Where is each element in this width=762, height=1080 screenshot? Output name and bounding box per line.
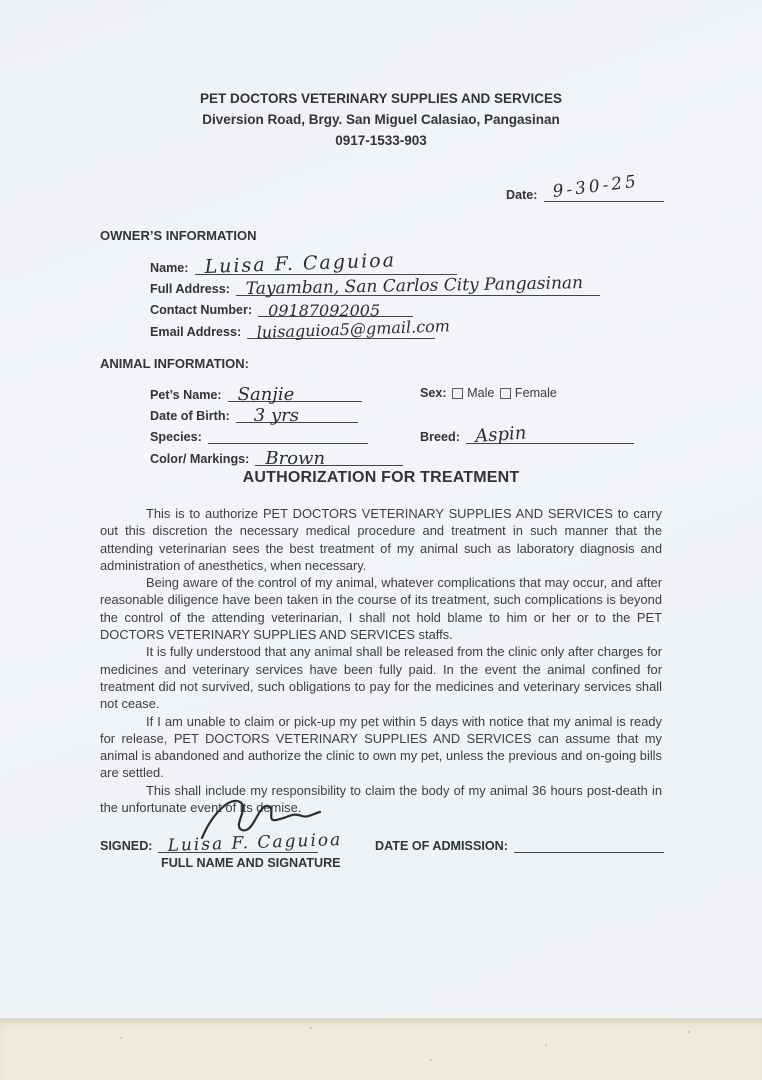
breed-label: Breed:	[420, 430, 460, 444]
breed-value-handwritten: Aspin	[474, 422, 527, 447]
species-line	[208, 426, 368, 444]
owner-address-line	[236, 273, 600, 299]
date-value-handwritten: 9-30-25	[551, 171, 640, 202]
sex-label: Sex:	[420, 386, 447, 400]
color-markings-value-handwritten: Brown	[265, 448, 326, 469]
male-option-label: Male	[467, 386, 495, 400]
dob-label: Date of Birth:	[150, 409, 230, 423]
species-field	[150, 426, 368, 444]
dob-line	[236, 405, 358, 426]
owner-address-value-handwritten: Tayamban, San Carlos City Pangasinan	[245, 273, 584, 299]
clinic-name: PET DOCTORS VETERINARY SUPPLIES AND SERVICES	[199, 91, 563, 106]
owner-name-line	[195, 249, 457, 278]
color-markings-field	[150, 448, 403, 469]
owner-contact-field	[150, 299, 413, 320]
pet-name-field	[150, 384, 362, 405]
authorization-title: AUTHORIZATION FOR TREATMENT	[242, 469, 520, 486]
female-checkbox	[500, 388, 511, 399]
date-label: Date:	[506, 188, 538, 202]
owner-email-field	[150, 316, 451, 342]
admission-date-line	[514, 835, 664, 853]
color-markings-line	[255, 448, 403, 469]
female-option-label: Female	[514, 386, 557, 400]
dob-value-handwritten: 3 yrs	[253, 405, 299, 426]
authorization-paragraph: This is to authorize PET DOCTORS VETERINARY SUPPLIES AND SERVICES to carry out this discretion the necessary medical procedure and treatment in such manner that the attending veterinarian sees the best treatment of my animal such as laboratory diagnosis and administration of anesthetics, when necessary.	[100, 506, 662, 573]
owner-section-title: OWNER’S INFORMATION	[100, 228, 257, 243]
clinic-address: Diversion Road, Brgy. San Miguel Calasiao, Pangasinan	[202, 112, 560, 127]
dob-field	[150, 405, 358, 426]
owner-email-line	[247, 316, 451, 342]
authorization-paragraph: This shall include my responsibility to claim the body of my animal 36 hours post-death in the unfortunate event of its demise.	[100, 782, 662, 816]
owner-address-field	[150, 273, 600, 299]
breed-field	[420, 422, 634, 447]
owner-contact-value-handwritten: 09187092005	[268, 301, 381, 320]
date-field	[506, 171, 664, 202]
color-markings-label: Color/ Markings:	[150, 452, 250, 466]
clinic-phone: 0917-1533-903	[335, 133, 427, 148]
signed-value-handwritten: Luisa F. Caguioa	[167, 829, 344, 856]
pet-name-line	[228, 384, 362, 405]
species-label: Species:	[150, 430, 202, 444]
owner-contact-label: Contact Number:	[150, 303, 253, 317]
clinic-header	[0, 88, 762, 151]
owner-name-field	[150, 249, 457, 278]
owner-contact-line	[258, 299, 413, 320]
admission-date-field	[375, 835, 664, 853]
owner-address-label: Full Address:	[150, 282, 231, 296]
authorization-paragraph: If I am unable to claim or pick-up my pet within 5 days with notice that my animal is ready for release, PET DOCTORS VETERINARY SUPPLIES AND SERVICES can assume that my animal is abandoned and authorize the clinic to own my pet, unless the previous and on-going bills are settled.	[100, 713, 662, 781]
authorization-paragraph: It is fully understood that any animal shall be released from the clinic only after charges for medicines and veterinary services have been fully paid. In the event the animal confined for treatment did not survived, such obligations to pay for the medicines and veterinary services shall not cease.	[100, 644, 662, 712]
scanner-bed-background	[0, 1018, 762, 1080]
animal-section-title: ANIMAL INFORMATION:	[100, 356, 249, 371]
signed-line	[158, 829, 344, 856]
owner-email-value-handwritten: luisaguioa5@gmail.com	[256, 316, 451, 342]
pet-name-value-handwritten: Sanjie	[237, 384, 295, 405]
owner-email-label: Email Address:	[150, 325, 242, 339]
owner-name-label: Name:	[150, 261, 189, 275]
admission-date-label: DATE OF ADMISSION:	[375, 839, 508, 853]
signed-caption: FULL NAME AND SIGNATURE	[161, 856, 341, 870]
date-line	[544, 171, 664, 202]
pet-name-label: Pet’s Name:	[150, 388, 222, 402]
breed-line	[466, 422, 634, 447]
authorization-paragraph: Being aware of the control of my animal, whatever complications that may occur, and after reasonable diligence have been taken in the course of its treatment, such complications is beyond the control of the attending veterinarian, I shall not hold blame to him or her or to the PET DOCTORS VETERINARY SUPPLIES AND SERVICES staffs.	[100, 575, 662, 643]
sex-field	[420, 386, 557, 400]
authorization-body	[100, 505, 662, 816]
signed-field	[100, 829, 344, 856]
male-checkbox	[452, 388, 463, 399]
owner-name-value-handwritten: Luisa F. Caguioa	[203, 249, 396, 278]
signed-label: SIGNED:	[100, 839, 153, 853]
